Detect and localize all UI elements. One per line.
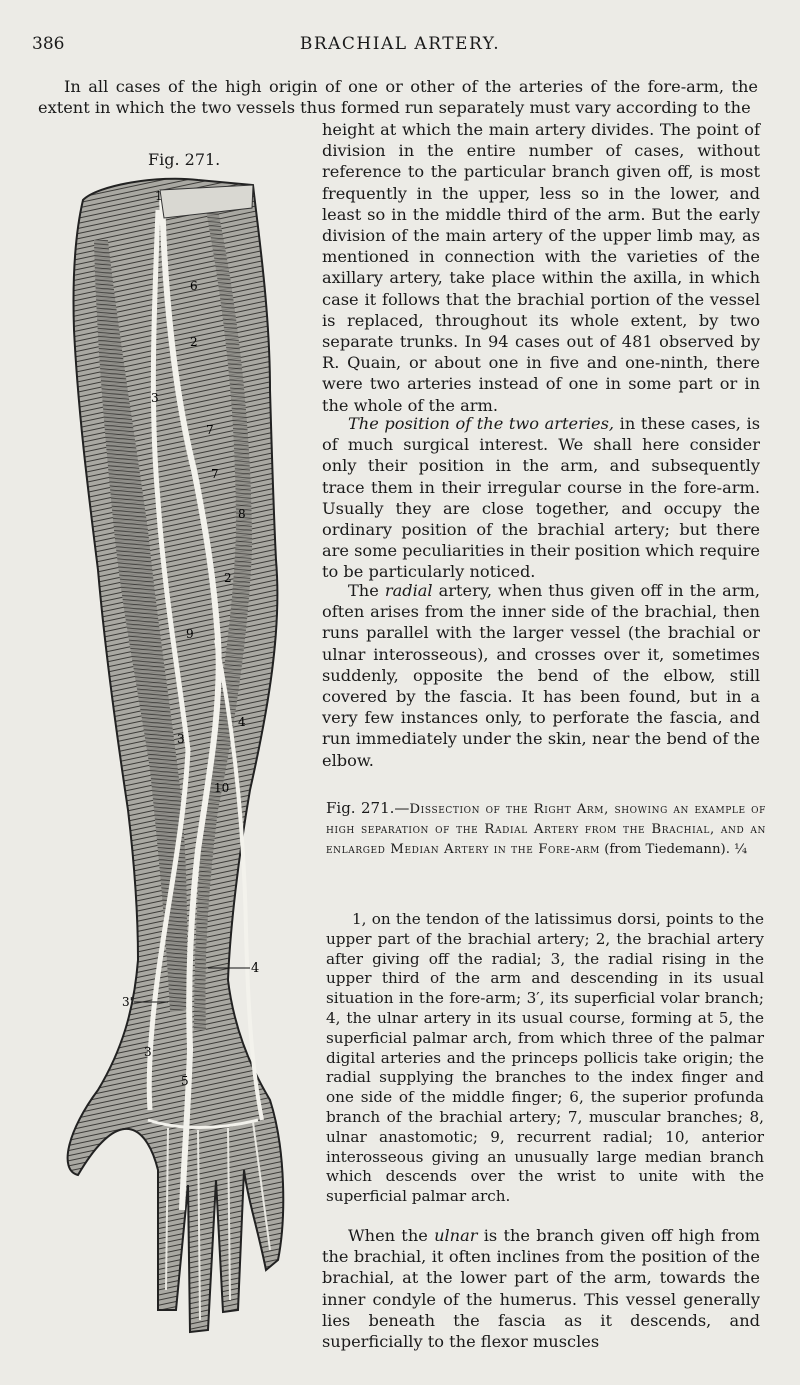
column-paragraph-3 — [322, 580, 760, 771]
italic-term: radial — [384, 581, 433, 600]
caption-lead: Fig. 271.— — [326, 799, 410, 817]
callout-8: 8 — [238, 507, 246, 521]
figure-label: Fig. 271. — [148, 150, 221, 169]
italic-term: ulnar — [434, 1226, 478, 1245]
running-head: BRACHIAL ARTERY. — [299, 34, 501, 54]
intro-text: In all cases of the high origin of one or other of the arteries of the fore-arm, the extent in which the two vessels thus formed run separately must vary according to the — [38, 77, 758, 118]
callout-3-middle: 3 — [177, 732, 185, 746]
callout-9: 9 — [186, 627, 194, 641]
paragraph-start: The — [348, 581, 385, 600]
intro-paragraph — [38, 76, 758, 118]
callout-3-prime: 3' — [122, 995, 133, 1009]
callout-4-lower: 4 — [251, 961, 260, 976]
callout-5: 5 — [181, 1074, 189, 1088]
column-paragraph-1 — [322, 119, 760, 416]
column-paragraph-3-text — [322, 580, 760, 771]
callout-10: 10 — [214, 781, 230, 795]
column-paragraph-4-text — [322, 1225, 760, 1352]
paragraph-body: in these cases, is of much surgical interest. We shall here consider only their position in the arm, and subsequently trace them in their irregular course in the fore-arm. Usually they are close together, and occupy the ordinary position of the brachial artery; but there are some peculiarities in their position which require to be particularly noticed. — [322, 414, 760, 582]
callout-2: 2 — [190, 335, 198, 349]
caption-source: (from Tiedemann). — [599, 842, 730, 857]
figure-legend — [326, 910, 764, 1207]
caption-scale: ¼ — [734, 842, 748, 857]
italic-lead: The position of the two arteries, — [348, 414, 615, 433]
caption-title: Dissection of the Right Arm, showing an example of high separation of the Radial Artery from the Brachial, and an enlarged Median Artery in the Fore-arm — [326, 802, 766, 857]
legend-text: 1, on the tendon of the latissimus dorsi, points to the upper part of the brachial artery; 2, the brachial artery after giving off the radial; 3, the radial rising in the upper third of the arm and descending in its usual situation in the fore-arm; 3′, its superficial volar branch; 4, the ulnar artery in its usual course, forming at 5, the superficial palmar arch, from which three of the palmar digital arteries and the princeps pollicis take origin; the radial supplying the branches to the index finger and one side of the middle finger; 6, the superior profunda branch of the brachial artery; 7, muscular branches; 8, ulnar anastomotic; 9, recurrent radial; 10, anterior interosseous giving an unusually large median branch which descends over the wrist to unite with the superficial palmar arch. — [326, 910, 764, 1206]
arm-dissection-illustration — [38, 170, 320, 1345]
callout-2-lower: 2 — [224, 571, 232, 585]
page-number: 386 — [32, 34, 65, 54]
column-paragraph-1-text: height at which the main artery divides. The point of division in the entire number of cases, without reference to the particular branch given off, is most frequently in the upper, less so in the lower, and least so in the middle third of the arm. But the early division of the main artery of the upper limb may, as mentioned in connection with the varieties of the axillary artery, take place within the axilla, in which case it follows that the brachial portion of the vessel is replaced, throughout its whole extent, by two separate trunks. In 94 cases out of 481 observed by R. Quain, or about one in five and one-ninth, there were two arteries instead of one in some part or in the whole of the arm. — [322, 120, 760, 415]
callout-4: 4 — [238, 715, 246, 729]
callout-3-hand: 3 — [144, 1045, 152, 1059]
callout-1: 1 — [155, 189, 163, 203]
callout-3: 3 — [151, 391, 159, 405]
paragraph-start: When the — [348, 1226, 435, 1245]
paragraph-body: artery, when thus given off in the arm, often arises from the inner side of the brachial, then runs parallel with the larger vessel (the brachial or ulnar interosseous), and crosses over it, sometimes suddenly, opposite the bend of the elbow, still covered by the fascia. It has been found, but in a very few instances only, to perforate the fascia, and run immediately under the skin, near the bend of the elbow. — [322, 581, 760, 770]
figure-caption — [326, 798, 766, 860]
column-paragraph-4 — [322, 1225, 760, 1352]
callout-6: 6 — [190, 279, 198, 293]
callout-7-second: 7 — [211, 467, 219, 481]
column-paragraph-2-text — [322, 413, 760, 583]
callout-7: 7 — [206, 423, 214, 437]
column-paragraph-2 — [322, 413, 760, 583]
figure — [38, 170, 320, 1345]
paragraph-body: is the branch given off high from the brachial, it often inclines from the position of the brachial, at the lower part of the arm, towards the inner condyle of the humerus. This vessel generally lies beneath the fascia as it descends, and superficially to the flexor muscles — [322, 1226, 760, 1352]
